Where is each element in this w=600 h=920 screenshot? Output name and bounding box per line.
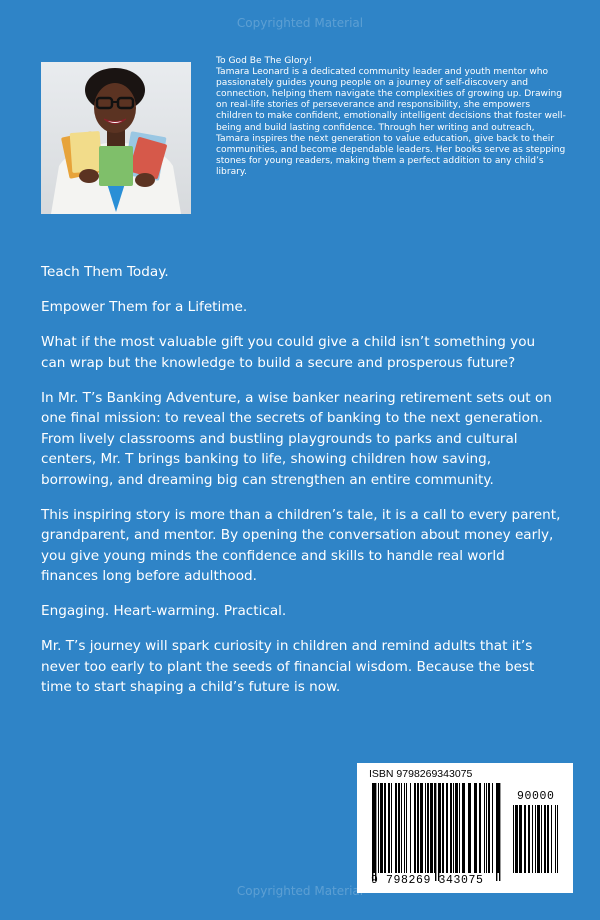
isbn-label: ISBN 9798269343075	[369, 768, 473, 780]
question-paragraph: What if the most valuable gift you could give a child isn’t something you can wrap but the knowledge to build a secure and prosperous future?	[41, 334, 536, 371]
watermark-top: Copyrighted Material	[236, 16, 364, 30]
closing-paragraph: Mr. T’s journey will spark curiosity in children and remind adults that it’s never too early to plant the seeds of financial wisdom. Because the best time to start shaping a child’s future is now.	[41, 638, 535, 695]
barcode-digits: 9 798269 343075	[371, 874, 484, 887]
isbn-barcode	[357, 763, 573, 893]
author-bio	[216, 56, 568, 178]
tagline-1: Teach Them Today.	[41, 264, 169, 280]
qualities-line: Engaging. Heart-warming. Practical.	[41, 603, 287, 619]
author-portrait-illustration	[41, 62, 191, 214]
call-paragraph: This inspiring story is more than a children’s tale, it is a call to every parent, grandparent, and mentor. By opening the conversation about money early, you give young minds the confidence and skills to handle real world finances long before adulthood.	[41, 506, 561, 584]
author-photo	[41, 62, 191, 214]
price-code: 90000	[517, 790, 555, 803]
watermark-bottom: Copyrighted Material	[236, 884, 364, 898]
dedication: To God Be The Glory!	[216, 56, 313, 66]
tagline-2: Empower Them for a Lifetime.	[41, 299, 248, 315]
story-paragraph: In Mr. T’s Banking Adventure, a wise banker nearing retirement sets out on one final mission: to reveal the secrets of banking to the next generation. From lively classrooms and bustling playgrounds to parks and cultural centers, Mr. T brings banking to life, showing children how saving, borrowing, and dreaming big can strengthen an entire community.	[41, 389, 552, 488]
bio-text: Tamara Leonard is a dedicated community leader and youth mentor who passionately guides young people on a journey of self-discovery and connection, helping them navigate the complexities of growing up. Drawing on real-life stories of perseverance and responsibility, she empowers children to make confident, emotionally intelligent decisions that foster well-being and build lasting confidence. Through her writing and outreach, Tamara inspires the next generation to value education, give back to their communities, and become dependable leaders. Her books serve as stepping stones for young readers, making them a perfect addition to any child’s library.	[216, 67, 566, 177]
back-cover-copy	[41, 262, 561, 712]
